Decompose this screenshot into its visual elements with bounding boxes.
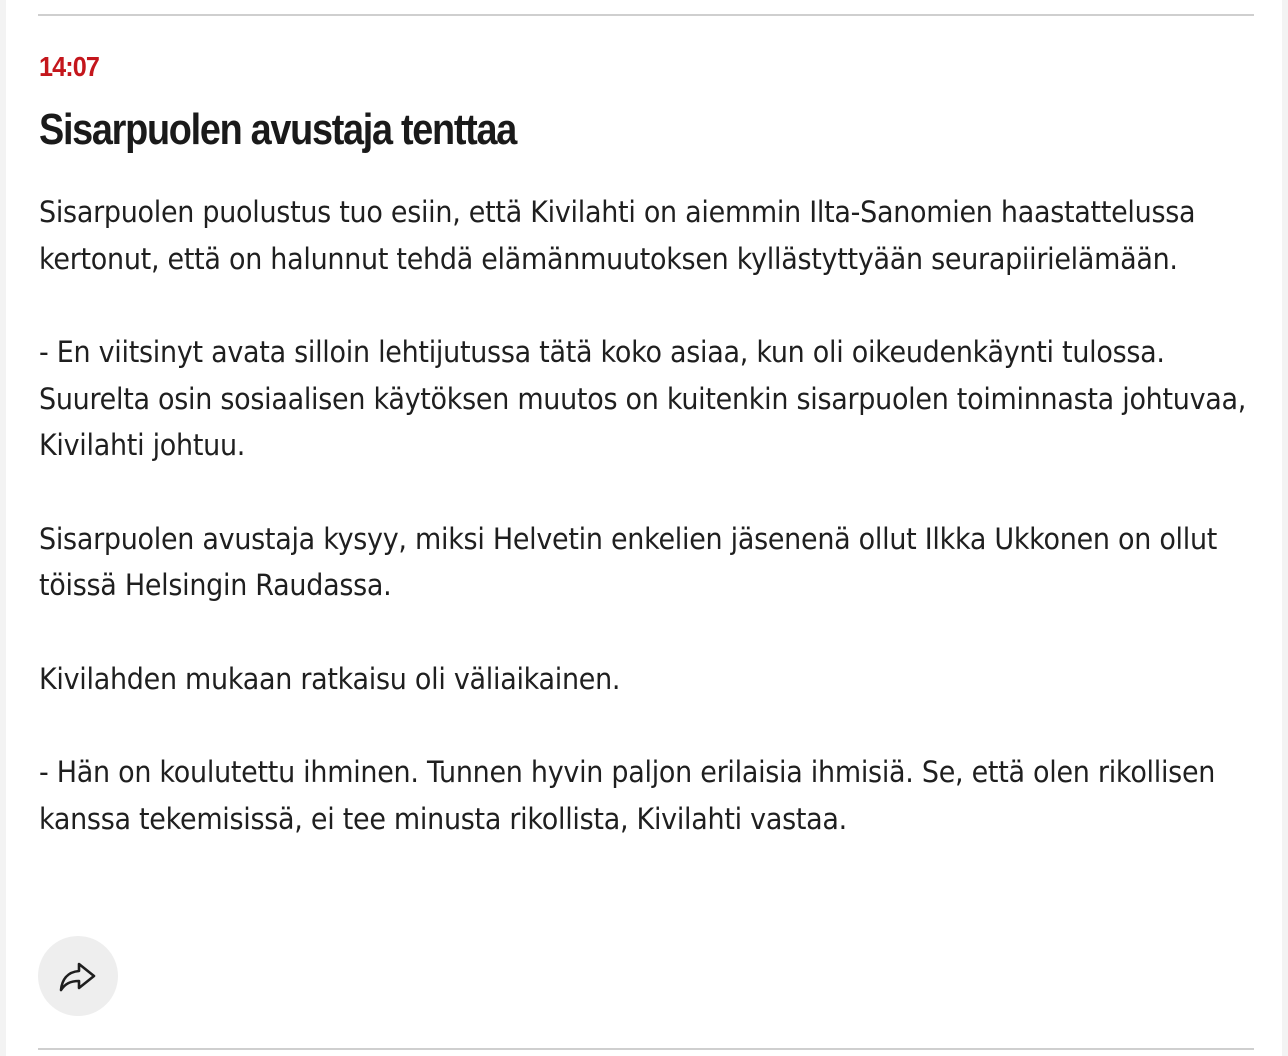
- share-button[interactable]: [38, 936, 118, 1016]
- post-paragraph: - Hän on koulutettu ihminen. Tunnen hyvin paljon erilaisia ihmisiä. Se, että olen rikollisen kanssa tekemisissä, ei tee minusta rikollista, Kivilahti vastaa.: [39, 755, 1216, 836]
- page-edge-left: [0, 0, 6, 1056]
- post-timestamp: 14:07: [39, 51, 99, 82]
- bottom-divider: [38, 1048, 1254, 1050]
- post-paragraph: Kivilahden mukaan ratkaisu oli väliaikainen.: [39, 661, 621, 696]
- post-headline: Sisarpuolen avustaja tenttaa: [39, 105, 517, 154]
- post-paragraph: Sisarpuolen avustaja kysyy, miksi Helvetin enkelien jäsenenä ollut Ilkka Ukkonen on ollut töissä Helsingin Raudassa.: [39, 521, 1218, 602]
- share-arrow-icon: [56, 954, 100, 998]
- top-divider: [38, 14, 1254, 16]
- post-paragraph: - En viitsinyt avata silloin lehtijutussa tätä koko asiaa, kun oli oikeudenkäynti tulossa. Suurelta osin sosiaalisen käytöksen muutos on kuitenkin sisarpuolen toiminnasta johtuvaa, Kivilahti johtuu.: [39, 335, 1247, 462]
- page-edge-right: [1282, 0, 1288, 1056]
- post-body: [39, 189, 1254, 889]
- post-paragraph: Sisarpuolen puolustus tuo esiin, että Kivilahti on aiemmin Ilta-Sanomien haastattelussa kertonut, että on halunnut tehdä elämänmuutoksen kyllästyttyään seurapiirielämään.: [39, 195, 1196, 276]
